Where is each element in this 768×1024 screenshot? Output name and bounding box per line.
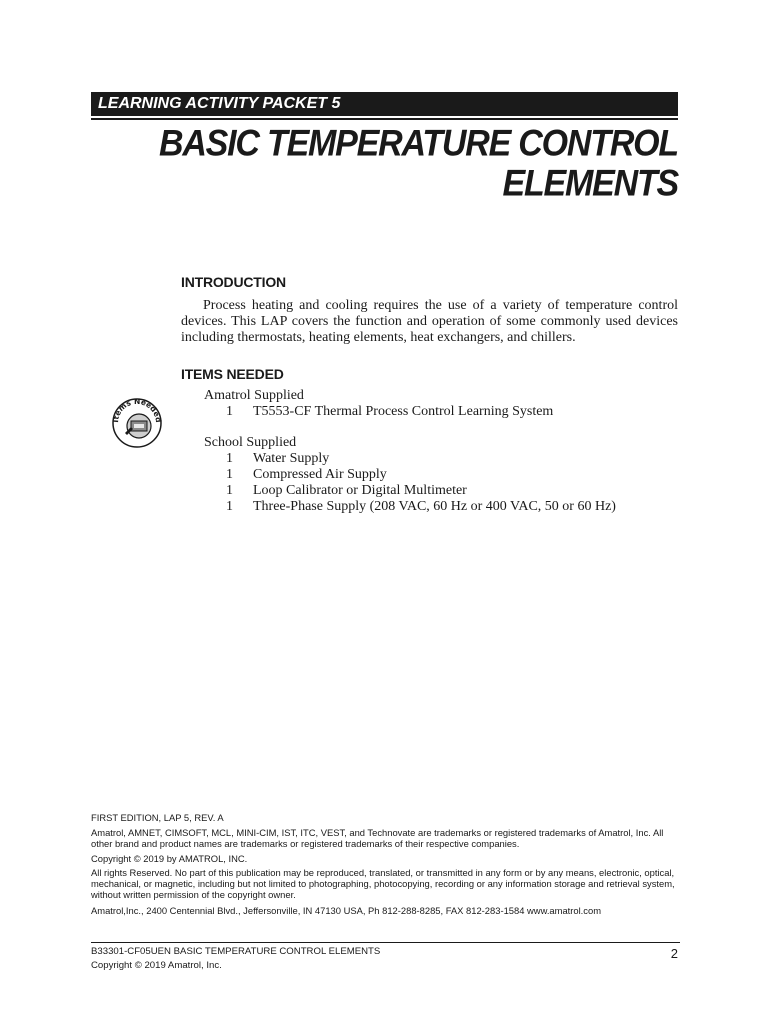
amatrol-supplied-list	[204, 388, 554, 420]
footer-doc-id: B33301-CF05UEN BASIC TEMPERATURE CONTROL ELEMENTS	[91, 946, 381, 957]
header-rule	[91, 118, 678, 120]
company-address: Amatrol,Inc., 2400 Centennial Blvd., Jeffersonville, IN 47130 USA, Ph 812-288-8285, FAX 812-283-1584 www.amatrol.com	[91, 905, 602, 916]
trademark-notice: Amatrol, AMNET, CIMSOFT, MCL, MINI-CIM, IST, ITC, VEST, and Technovate are trademarks or registered trademarks of Amatrol, Inc. All other brand and product names are trademarks or registered trademarks of their respective companies.	[91, 827, 664, 849]
edition-note: FIRST EDITION, LAP 5, REV. A	[91, 812, 224, 823]
packet-label-band	[91, 92, 678, 116]
footer-copyright: Copyright © 2019 Amatrol, Inc.	[91, 960, 222, 971]
item-qty: 1	[226, 499, 233, 514]
school-supplied-label: School Supplied	[204, 435, 297, 450]
packet-label: LEARNING ACTIVITY PACKET 5	[98, 95, 341, 112]
amatrol-supplied-label: Amatrol Supplied	[204, 388, 304, 403]
list-item	[204, 451, 330, 467]
list-item	[204, 483, 467, 499]
page-title-line2: ELEMENTS	[502, 162, 678, 204]
items-needed-heading: ITEMS NEEDED	[181, 366, 284, 382]
list-item	[204, 499, 616, 515]
page-title	[118, 124, 678, 204]
item-desc: T5553-CF Thermal Process Control Learning System	[253, 404, 554, 419]
item-qty: 1	[226, 404, 233, 419]
item-qty: 1	[226, 467, 233, 482]
items-needed-badge-icon	[109, 393, 165, 449]
copyright-notice: Copyright © 2019 by AMATROL, INC.	[91, 853, 248, 864]
introduction-text: Process heating and cooling requires the use of a variety of temperature control devices. This LAP covers the function and operation of some commonly used devices including thermostats, heating elements, heat exchangers, and chillers.	[181, 298, 678, 345]
introduction-heading: INTRODUCTION	[181, 274, 286, 290]
item-desc: Loop Calibrator or Digital Multimeter	[253, 483, 467, 498]
footer-rule	[91, 942, 680, 943]
item-qty: 1	[226, 451, 233, 466]
item-desc: Water Supply	[253, 451, 330, 466]
item-desc: Compressed Air Supply	[253, 467, 387, 482]
page-title-line1: BASIC TEMPERATURE CONTROL	[158, 122, 678, 164]
items-needed-badge-text: Items Needed	[110, 396, 164, 424]
item-desc: Three-Phase Supply (208 VAC, 60 Hz or 400 VAC, 50 or 60 Hz)	[253, 499, 616, 514]
item-qty: 1	[226, 483, 233, 498]
rights-notice: All rights Reserved. No part of this publication may be reproduced, translated, or transmitted in any form or by any means, electronic, optical, mechanical, or magnetic, including but not limited to photographing, photocopying, recording or any information storage and retrieval system, without written permission of the copyright owner.	[91, 867, 675, 900]
school-supplied-list	[204, 435, 616, 515]
list-item	[204, 404, 554, 420]
page-number: 2	[670, 946, 678, 961]
list-item	[204, 467, 387, 483]
